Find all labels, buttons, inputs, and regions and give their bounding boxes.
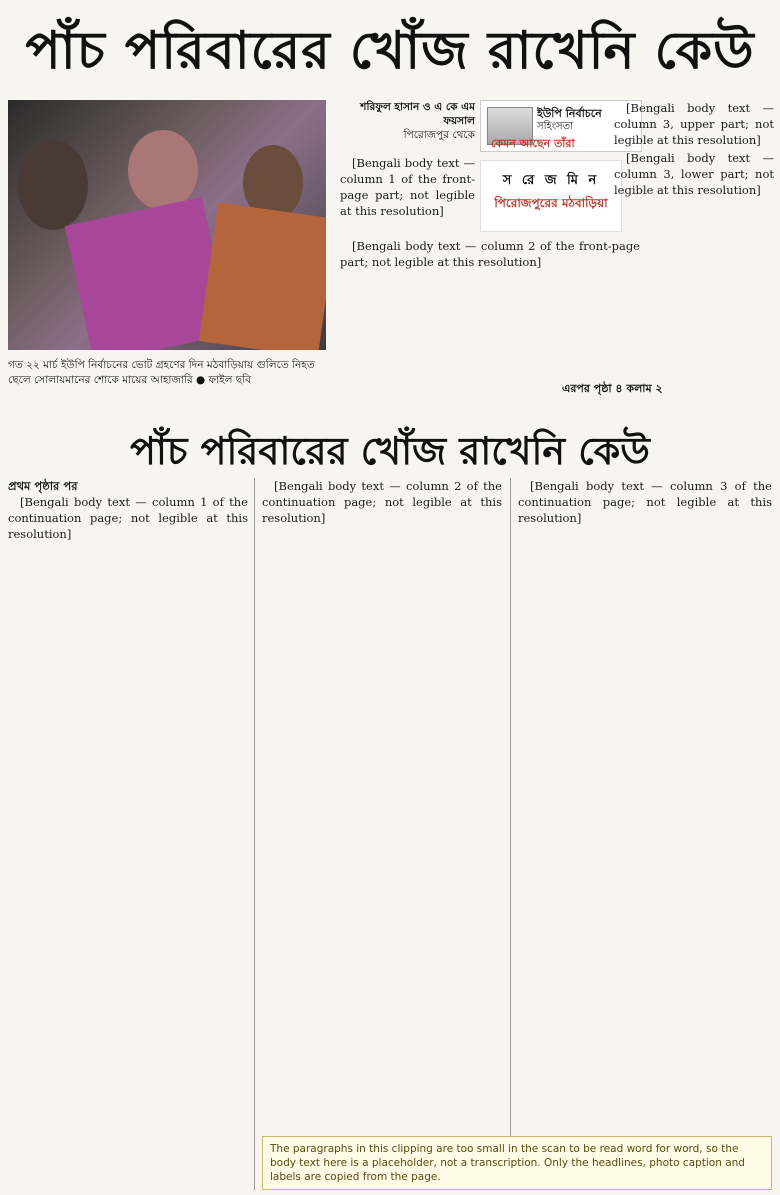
transcription-note: The paragraphs in this clipping are too small in the scan to be read word for word, so the body text here is a placeholder, not a transcription. Only the headlines, photo caption and labels are copied from the page. [262,1136,772,1190]
continuation-headline: পাঁচ পরিবারের খোঁজ রাখেনি কেউ [130,429,650,473]
badge-line-1: ইউপি নির্বাচনে [537,107,602,120]
paragraph: [Bengali body text — column 1 of the continuation page; not legible at this resolution] [8,495,248,541]
front-page-clipping [0,0,780,409]
photo-figure-center [128,130,198,210]
paragraph: [Bengali body text — column 3, lower part; not legible at this resolution] [614,151,774,197]
front-headline: পাঁচ পরিবারের খোঁজ রাখেনি কেউ [25,21,755,81]
sorezomin-label: স রে জ মি ন [502,173,600,188]
jump-line: এরপর পৃষ্ঠা ৪ কলাম ২ [562,382,663,395]
continuation-clipping [0,408,780,1195]
front-column-3-top [614,100,774,152]
continuation-column-3 [518,478,772,530]
news-photo [8,100,326,350]
continuation-column-1 [8,478,248,546]
photo-caption: গত ২২ মার্চ ইউপি নির্বাচনের ভোট গ্রহণের দিন মঠবাড়িয়ায় গুলিতে নিহত ছেলে সোলায়মানের শোকে মায়ের আহাজারি ● ফাইল ছবি [8,359,315,386]
badge-line-2: সহিংসতা [537,121,574,132]
paragraph: [Bengali body text — column 3, upper part; not legible at this resolution] [614,101,774,147]
paragraph: [Bengali body text — column 1 of the front-page part; not legible at this resolution] [340,156,475,218]
photo-figure-left [18,140,88,230]
badge-line-3: কেমন আছেন তাঁরা [491,137,575,150]
front-column-3-bottom [614,150,774,202]
column-rule [510,478,511,1190]
sorezomin-box [480,160,622,232]
paragraph: [Bengali body text — column 2 of the continuation page; not legible at this resolution] [262,479,502,525]
continuation-column-2 [262,478,502,530]
paragraph: [Bengali body text — column 2 of the front-page part; not legible at this resolution] [340,239,640,269]
column-rule [254,478,255,1190]
paragraph: [Bengali body text — column 3 of the continuation page; not legible at this resolution] [518,479,772,525]
byline-place: পিরোজপুর থেকে [403,129,475,141]
front-column-1 [340,155,475,223]
byline-names: শরিফুল হাসান ও এ কে এম ফয়সাল [360,101,475,127]
photo-cloth-orange [199,202,326,350]
sorezomin-place: পিরোজপুরের মঠবাড়িয়া [494,196,608,210]
continued-from-label: প্রথম পৃষ্ঠার পর [8,479,78,493]
front-column-2 [340,238,640,274]
byline [340,100,475,142]
